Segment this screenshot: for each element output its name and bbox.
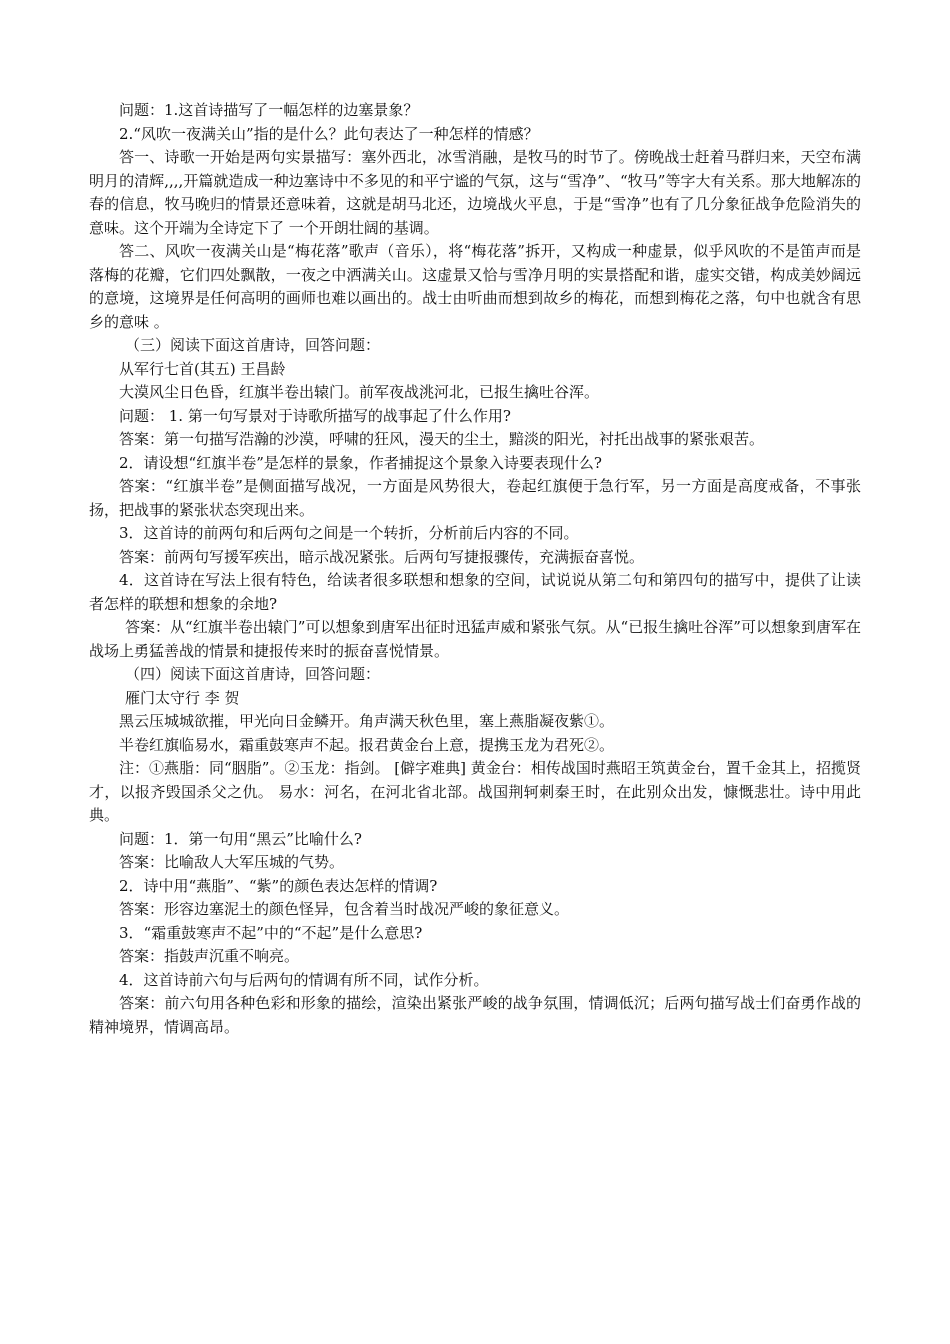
poem-3-text: 大漠风尘日色昏，红旗半卷出辕门。前军夜战洮河北，已报生擒吐谷浑。 [119,383,600,401]
poem-3-question-1: 问题： 1. 第一句写景对于诗歌所描写的战事起了什么作用? [119,406,511,425]
poem-3-question-4: 4．这首诗在写法上很有特色，给读者很多联想和想象的空间，试说说从第二句和第四句的描写中，提供了让读者怎样的联想和想象的余地? [89,571,861,613]
poem-4-answer-1: 答案：比喻敌人大军压城的气势。 [119,853,345,871]
poem-4-answer-3: 答案：指鼓声沉重不响亮。 [119,947,300,965]
answer-2: 答二、风吹一夜满关山是“梅花落”歌声（音乐），将“梅花落”拆开，又构成一种虚景，似乎风吹的不是笛声而是落梅的花瓣，它们四处飘散，一夜之中洒满关山。这虚景又恰与雪净月明的实景搭配和谐，虚实交错，构成美妙阔远的意境，这境界是任何高明的画师也难以画出的。战士由听曲而想到故乡的梅花，而想到梅花之落，句中也就含有思乡的意味 。 [89,242,861,331]
poem-4-line-2: 半卷红旗临易水，霜重鼓寒声不起。报君黄金台上意，提携玉龙为君死②。 [119,735,615,754]
poem-3-question-3: 3．这首诗的前两句和后两句之间是一个转折，分析前后内容的不同。 [119,524,579,542]
document-body [89,99,861,1039]
question-1: 问题：1.这首诗描写了一幅怎样的边塞景象？ [119,101,419,119]
poem-4-notes: 注：①燕脂：同“胭脂”。②玉龙：指剑。 [僻字难典] 黄金台：相传战国时燕昭王筑黄金台，置千金其上，招揽贤才，以报齐毁国杀父之仇。 易水：河名，在河北省北部。战国荆轲刺秦王时，在此别众出发，慷慨悲壮。诗中用此典。 [89,759,861,824]
poem-4-answer-2: 答案：形容边塞泥土的颜色怪异，包含着当时战况严峻的象征意义。 [119,900,570,918]
poem-3-question-2: 2．请设想“红旗半卷”是怎样的景象，作者捕捉这个景象入诗要表现什么? [119,453,602,472]
answer-1: 答一、诗歌一开始是两句实景描写：塞外西北，冰雪消融，是牧马的时节了。傍晚战士赶着马群归来，天空布满明月的清辉,,,,开篇就造成一种边塞诗中不多见的和平宁谧的气氛，这与“雪净”、“牧马”等字大有关系。那大地解冻的春的信息，牧马晚归的情景还意味着，这就是胡马北还，边境战火平息，于是“雪净”也有了几分象征战争危险消失的意味。这个开端为全诗定下了 一个开朗壮阔的基调。 [89,148,861,237]
poem-3-answer-1: 答案：第一句描写浩瀚的沙漠，呼啸的狂风，漫天的尘土，黯淡的阳光，衬托出战事的紧张艰苦。 [119,430,765,448]
poem-4-question-3: 3．“霜重鼓寒声不起”中的“不起”是什么意思? [119,923,423,942]
section-4-heading: （四）阅读下面这首唐诗，回答问题： [125,665,381,683]
poem-3-answer-4: 答案：从“红旗半卷出辕门”可以想象到唐军出征时迅猛声威和紧张气氛。从“已报生擒吐谷浑”可以想象到唐军在战场上勇猛善战的情景和捷报传来时的振奋喜悦情景。 [89,618,861,660]
poem-4-question-4: 4．这首诗前六句与后两句的情调有所不同，试作分析。 [119,970,489,989]
poem-4-question-1: 问题：1．第一句用“黑云”比喻什么? [119,829,362,848]
poem-4-answer-4: 答案：前六句用各种色彩和形象的描绘，渲染出紧张严峻的战争氛围，情调低沉；后两句描写战士们奋勇作战的精神境界，情调高昂。 [89,994,861,1036]
poem-4-line-1: 黑云压城城欲摧，甲光向日金鳞开。角声满天秋色里，塞上燕脂凝夜紫①。 [119,712,615,730]
poem-3-answer-3: 答案：前两句写援军疾出，暗示战况紧张。后两句写捷报骤传，充满振奋喜悦。 [119,547,645,566]
poem-4-title: 雁门太守行 李 贺 [125,688,240,707]
poem-4-question-2: 2．诗中用“燕脂”、“紫”的颜色表达怎样的情调? [119,876,438,895]
question-2: 2.“风吹一夜满关山”指的是什么？此句表达了一种怎样的情感？ [119,124,539,143]
section-3-heading: （三）阅读下面这首唐诗，回答问题： [125,336,381,354]
poem-3-title: 从军行七首(其五) 王昌龄 [119,359,286,378]
poem-3-answer-2: 答案：“红旗半卷”是侧面描写战况，一方面是风势很大，卷起红旗便于急行军，另一方面是高度戒备，不事张扬，把战事的紧张状态突现出来。 [89,477,861,519]
